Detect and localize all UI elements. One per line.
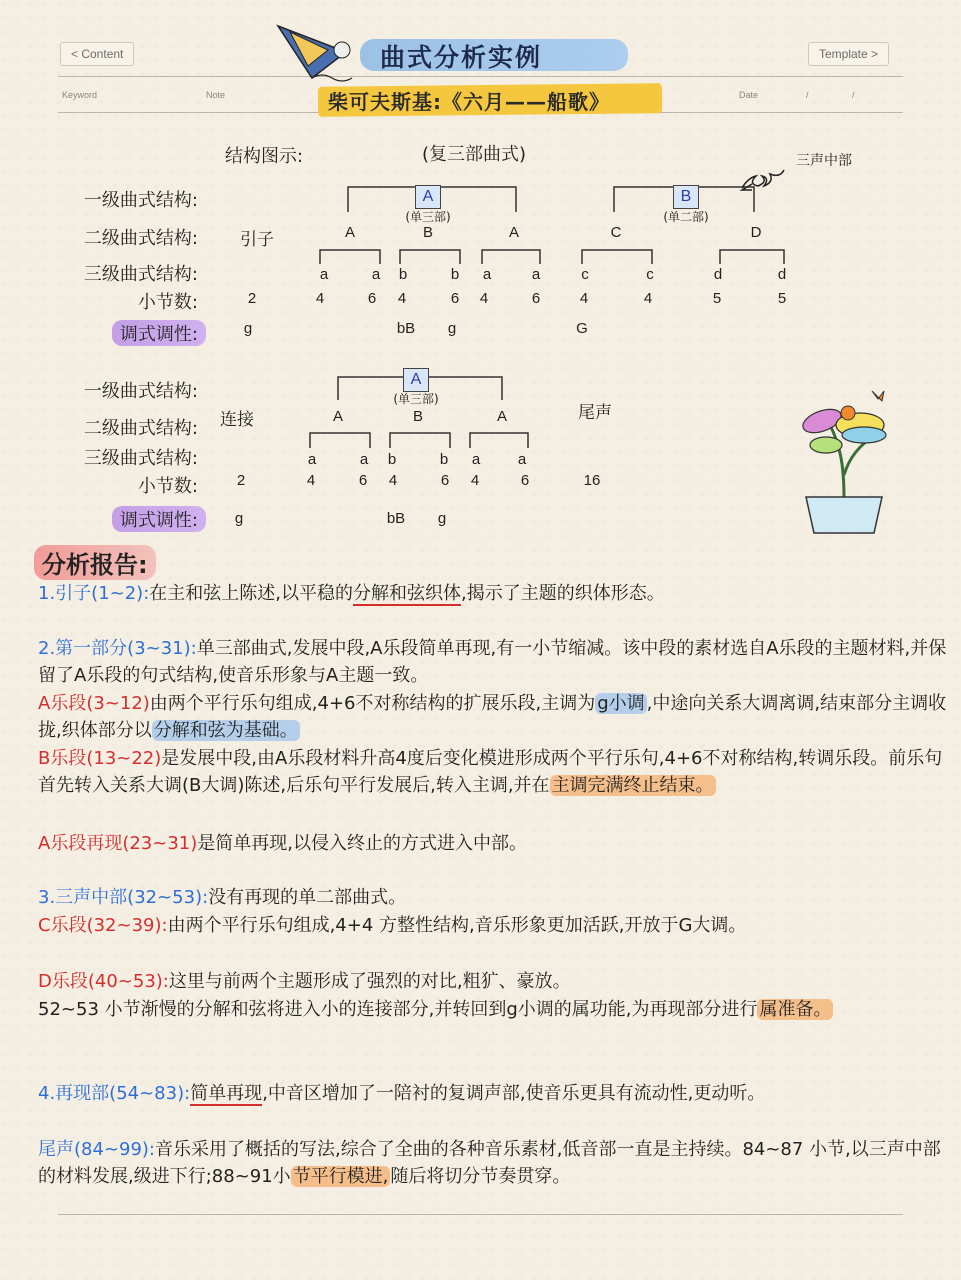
key-value: bB xyxy=(396,320,416,337)
template-button[interactable]: Template > xyxy=(808,42,889,66)
highlighted-phrase: 分解和弦为基础。 xyxy=(153,720,298,741)
bars-label: 小节数: xyxy=(137,292,198,313)
date-label: Date xyxy=(739,90,759,100)
section-a-note: (单三部) xyxy=(405,210,451,224)
section-heading: 1.引子(1~2): xyxy=(38,583,150,604)
bar-count: 6 xyxy=(450,290,460,307)
text: 随后将切分节奏贯穿。 xyxy=(390,1166,571,1187)
text: 单三部曲式,发展中段,A乐段简单再现,有一小节缩减。该中段的素材选自A乐段的主题材料,并保留了A乐段的句式结构,使音乐形象与A主题一致。 xyxy=(38,638,947,686)
subsection-heading: D乐段(40~53): xyxy=(38,971,169,992)
section-a-reprise-box: A xyxy=(403,368,429,392)
highlighted-phrase: 属准备。 xyxy=(759,999,832,1020)
date-separator: / xyxy=(806,90,809,100)
bar-count: 6 xyxy=(531,290,541,307)
text: 52~53 小节渐慢的分解和弦将进入小的连接部分,并转回到g小调的属功能,为再现部分进行 xyxy=(38,999,758,1020)
l3-label: b xyxy=(387,451,397,468)
level1-label: 一级曲式结构: xyxy=(83,190,198,211)
report-paragraph-a-reprise xyxy=(38,830,948,857)
bar-count: 6 xyxy=(358,472,368,489)
back-to-content-button[interactable]: < Content xyxy=(60,42,134,66)
report-paragraph-d-section xyxy=(38,968,948,995)
potted-plant-icon xyxy=(800,385,892,535)
level2-label: 二级曲式结构: xyxy=(83,418,198,439)
bar-count: 2 xyxy=(236,472,246,489)
bar-count: 4 xyxy=(579,290,589,307)
section-heading: 2.第一部分(3~31): xyxy=(38,638,197,659)
section-a-reprise-note: (单三部) xyxy=(393,392,439,406)
level3-label: 三级曲式结构: xyxy=(83,264,198,285)
key-value: bB xyxy=(386,510,406,527)
diagram-heading: 结构图示: xyxy=(225,146,304,167)
l3-label: b xyxy=(398,266,408,283)
bar-count: 4 xyxy=(315,290,325,307)
text: 由两个平行乐句组成,4+4 方整性结构,音乐形象更加活跃,开放于G大调。 xyxy=(167,915,747,936)
key-value: g xyxy=(234,510,244,527)
page-title: 曲式分析实例 xyxy=(380,43,543,72)
l2-label: A xyxy=(508,224,520,241)
bar-count: 5 xyxy=(712,290,722,307)
date-separator: / xyxy=(852,90,855,100)
report-title: 分析报告: xyxy=(34,545,156,580)
l2-label: A xyxy=(344,224,356,241)
keyword-label: Keyword xyxy=(62,90,98,100)
report-paragraph-trio xyxy=(38,884,948,911)
key-value: g xyxy=(437,510,447,527)
l3-label: a xyxy=(371,266,381,283)
section-heading: 3.三声中部(32~53): xyxy=(38,887,209,908)
bar-count: 4 xyxy=(479,290,489,307)
key-value: g xyxy=(243,320,253,337)
text: ,中途向关系大调离调,结束部分主调收拢,织体部分以 xyxy=(38,693,947,741)
l3-label: a xyxy=(471,451,481,468)
intro-label: 引子 xyxy=(240,230,274,250)
report-paragraph-transition xyxy=(38,996,948,1023)
text: 这里与前两个主题形成了强烈的对比,粗犷、豪放。 xyxy=(168,971,571,992)
level3-label: 三级曲式结构: xyxy=(83,448,198,469)
report-paragraph-b-section xyxy=(38,745,948,799)
l3-label: b xyxy=(450,266,460,283)
l2-label: B xyxy=(412,408,424,425)
text: ,揭示了主题的织体形态。 xyxy=(461,583,665,604)
bar-count: 4 xyxy=(388,472,398,489)
section-b-note: (单二部) xyxy=(663,210,709,224)
bar-count: 5 xyxy=(777,290,787,307)
section-heading: 尾声(84~99): xyxy=(38,1139,155,1160)
key-label: 调式调性: xyxy=(112,506,206,532)
l3-label: a xyxy=(307,451,317,468)
level2-label: 二级曲式结构: xyxy=(83,228,198,249)
section-a-box: A xyxy=(415,185,441,209)
l3-label: d xyxy=(777,266,787,283)
l3-label: c xyxy=(581,266,589,283)
l3-label: b xyxy=(439,451,449,468)
text: 是简单再现,以侵入终止的方式进入中部。 xyxy=(197,833,527,854)
l3-label: a xyxy=(482,266,492,283)
l2-label: D xyxy=(750,224,762,241)
highlighted-phrase: 主调完满终止结束。 xyxy=(551,775,714,796)
l2-label: C xyxy=(610,224,622,241)
coda-label: 尾声 xyxy=(578,403,612,423)
l3-label: c xyxy=(646,266,654,283)
bar-count: 2 xyxy=(247,290,257,307)
text: 由两个平行乐句组成,4+6不对称结构的扩展乐段,主调为 xyxy=(149,693,596,714)
highlighted-phrase: 节平行模进, xyxy=(292,1166,389,1187)
subsection-heading: B乐段(13~22) xyxy=(38,748,162,769)
key-value: G xyxy=(576,320,588,337)
underlined-phrase: 简单再现 xyxy=(190,1083,263,1104)
report-paragraph-coda xyxy=(38,1136,948,1190)
bar-count: 6 xyxy=(520,472,530,489)
report-paragraph-intro xyxy=(38,580,948,607)
l3-label: a xyxy=(319,266,329,283)
l3-label: a xyxy=(359,451,369,468)
l3-label: a xyxy=(517,451,527,468)
key-label: 调式调性: xyxy=(112,320,206,346)
section-heading: 4.再现部(54~83): xyxy=(38,1083,191,1104)
report-paragraph-part1 xyxy=(38,635,948,689)
underlined-phrase: 分解和弦织体 xyxy=(353,583,462,604)
l2-label: A xyxy=(332,408,344,425)
text: ,中音区增加了一陪衬的复调声部,使音乐更具有流动性,更动听。 xyxy=(262,1083,766,1104)
text: 在主和弦上陈述,以平稳的 xyxy=(149,583,354,604)
subsection-heading: C乐段(32~39): xyxy=(38,915,168,936)
l2-label: B xyxy=(422,224,434,241)
l3-label: a xyxy=(531,266,541,283)
l2-label: A xyxy=(496,408,508,425)
page-subtitle: 柴可夫斯基:《六月——船歌》 xyxy=(328,90,610,114)
subsection-heading: A乐段(3~12) xyxy=(38,693,150,714)
bar-count: 4 xyxy=(397,290,407,307)
text: 音乐采用了概括的写法,综合了全曲的各种音乐素材,低音部一直是主持续。84~87 小节,以三声中部的材料发展,级进下行;88~91小 xyxy=(38,1139,941,1187)
bar-count: 4 xyxy=(643,290,653,307)
footer-divider xyxy=(58,1214,903,1215)
l3-label: d xyxy=(713,266,723,283)
section-b-box: B xyxy=(673,185,699,209)
bars-label: 小节数: xyxy=(137,476,198,497)
highlighted-phrase: g小调 xyxy=(597,693,645,714)
bar-count: 6 xyxy=(367,290,377,307)
note-label: Note xyxy=(206,90,226,100)
trio-annotation: 三声中部 xyxy=(796,153,852,169)
report-paragraph-c-section xyxy=(38,912,948,939)
level1-label: 一级曲式结构: xyxy=(83,381,198,402)
diagram-form-label: (复三部曲式) xyxy=(422,144,527,165)
bar-count: 4 xyxy=(306,472,316,489)
subsection-heading: A乐段再现(23~31) xyxy=(38,833,198,854)
report-paragraph-recap xyxy=(38,1080,948,1107)
text: 是发展中段,由A乐段材料升高4度后变化模进形成两个平行乐句,4+6不对称结构,转调乐段。前乐句首先转入关系大调(B大调)陈述,后乐句平行发展后,转入主调,并在 xyxy=(38,748,943,796)
key-value: g xyxy=(447,320,457,337)
bar-count: 16 xyxy=(583,472,601,489)
link-label: 连接 xyxy=(220,410,254,430)
bar-count: 6 xyxy=(440,472,450,489)
text: 没有再现的单二部曲式。 xyxy=(208,887,407,908)
bar-count: 4 xyxy=(470,472,480,489)
report-paragraph-a-section xyxy=(38,690,948,744)
